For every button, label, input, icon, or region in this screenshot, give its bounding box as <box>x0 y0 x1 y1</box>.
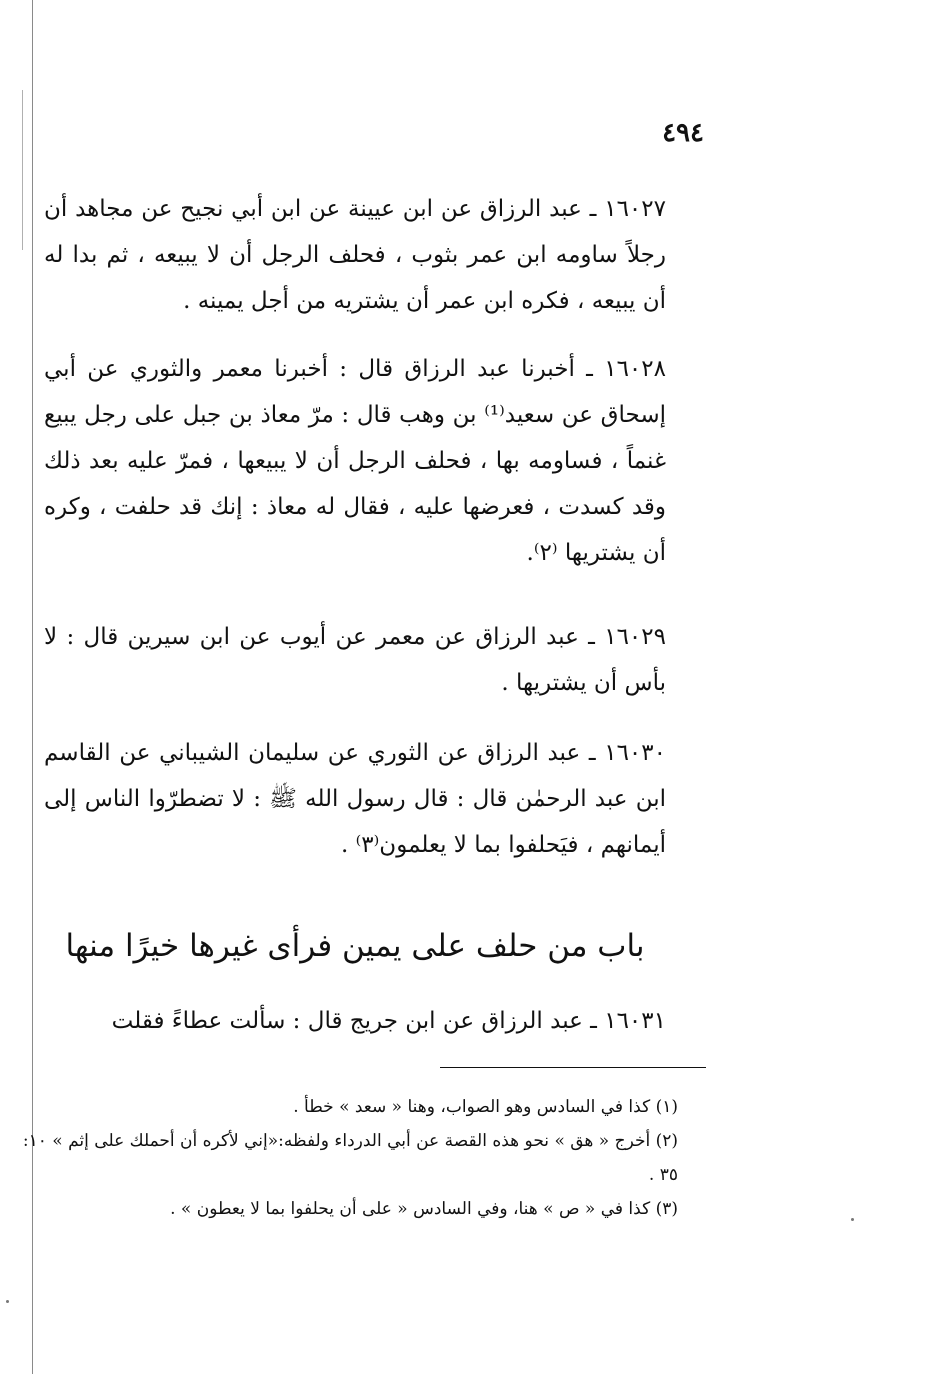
page-margin-line-inner <box>22 90 23 250</box>
hadith-16028: ١٦٠٢٨ ـ أخبرنا عبد الرزاق قال : أخبرنا معمر والثوري عن أبي إسحاق عن سعيد⁽¹⁾ بن وهب قال : مرّ معاذ بن جبل على رجل يبيع غنماً ، فساومه بها ، فحلف الرجل أن لا يبيعها ، فمرّ عليه بعد ذلك وقد كسدت ، فعرضها عليه ، فقال له معاذ : إنك قد حلفت ، وكره أن يشتريها ⁽٢⁾. <box>44 356 667 566</box>
section-heading: باب من حلف على يمين فرأى غيرها خيرًا منها <box>65 928 645 964</box>
footnote-3: (٣) كذا في « ص » هنا، وفي السادس « على أن يحلفوا بما لا يعطون » . <box>170 1199 678 1219</box>
footnote-2: (٢) أخرج « هق » نحو هذه القصة عن أبي الدرداء ولفظه:«إني لأكره أن أحملك على إثم » ١٠: ٣٥ . <box>22 1131 678 1185</box>
scan-speck <box>851 1218 854 1221</box>
footnote-1: (١) كذا في السادس وهو الصواب، وهنا « سعد » خطأ . <box>293 1097 678 1117</box>
footnotes <box>18 1090 678 1226</box>
hadith-16029: ١٦٠٢٩ ـ عبد الرزاق عن معمر عن أيوب عن ابن سيرين قال : لا بأس أن يشتريها . <box>44 624 666 696</box>
page-number: ٤٩٤ <box>662 118 704 148</box>
hadith-16030: ١٦٠٣٠ ـ عبد الرزاق عن الثوري عن سليمان الشيباني عن القاسم ابن عبد الرحمٰن قال : قال رسول الله ﷺ : لا تضطرّوا الناس إلى أيمانهم ، فيَحلفوا بما لا يعلمون⁽٣⁾ . <box>44 740 666 858</box>
hadith-16031: ١٦٠٣١ ـ عبد الرزاق عن ابن جريج قال : سألت عطاءً فقلت <box>111 1008 666 1034</box>
footnote-divider <box>440 1067 706 1068</box>
scan-speck <box>6 1300 9 1303</box>
hadith-16027: ١٦٠٢٧ ـ عبد الرزاق عن ابن عيينة عن ابن أبي نجيح عن مجاهد أن رجلاً ساومه ابن عمر بثوب ، فحلف الرجل أن لا يبيعه ، ثم بدا له أن يبيعه ، فكره ابن عمر أن يشتريه من أجل يمينه . <box>44 196 666 314</box>
